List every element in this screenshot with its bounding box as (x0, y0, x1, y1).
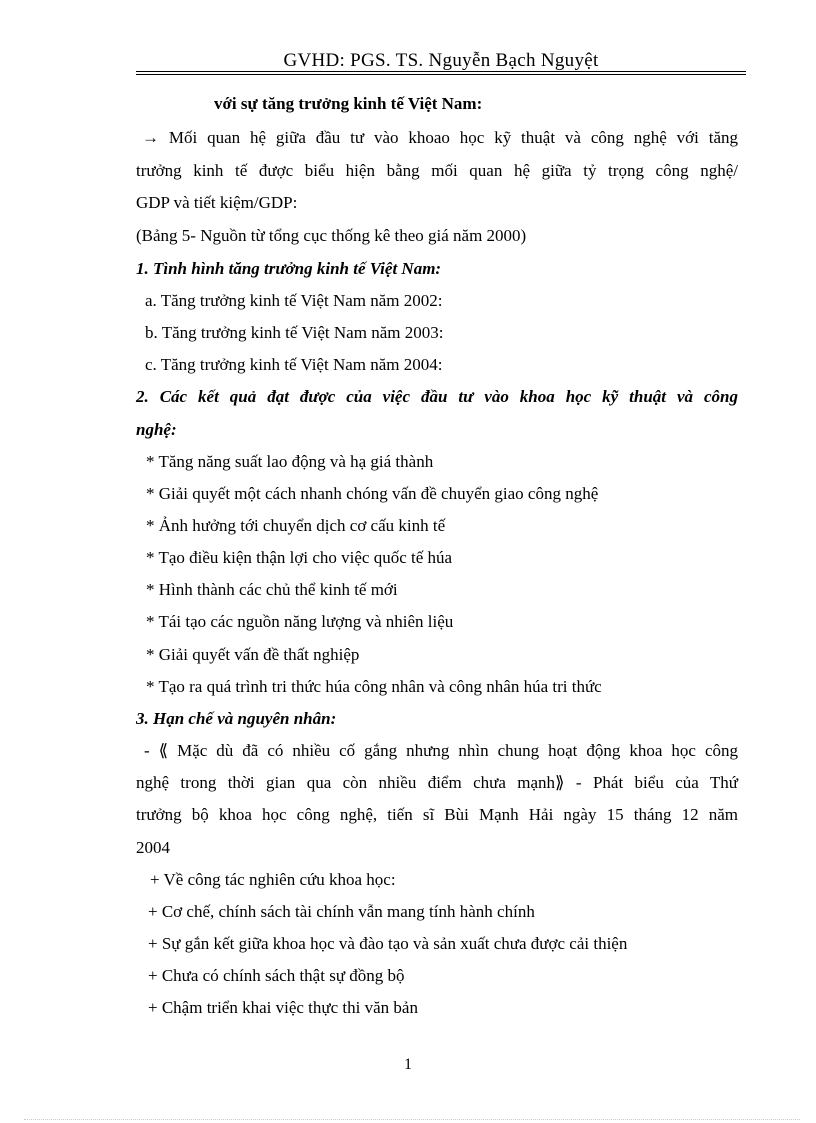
header-rule-top (136, 71, 746, 72)
section-2-item: * Hình thành các chủ thể kinh tế mới (146, 580, 398, 599)
intro-title-line: với sự tăng trưởng kinh tế Việt Nam: (214, 94, 483, 113)
header-rule-bottom (136, 74, 746, 75)
quote-line-3: trưởng bộ khoa học công nghệ, tiến sĩ Bùi Mạnh Hải ngày 15 tháng 12 năm (136, 805, 738, 824)
section-3-item: + Cơ chế, chính sách tài chính vẫn mang tính hành chính (148, 902, 535, 921)
section-2-item: * Ảnh hưởng tới chuyển dịch cơ cấu kinh tế (146, 516, 446, 535)
section-3-item: + Sự gắn kết giữa khoa học và đào tạo và sản xuất chưa được cải thiện (148, 934, 628, 953)
section-3-item: + Về công tác nghiên cứu khoa học: (150, 870, 396, 889)
page-number: 1 (404, 1056, 412, 1073)
section-2-item: * Tăng năng suất lao động và hạ giá thành (146, 452, 434, 471)
section-2-item: * Tái tạo các nguồn năng lượng và nhiên liệu (146, 612, 454, 631)
table-source-note: (Bảng 5- Nguồn từ tổng cục thống kê theo giá năm 2000) (136, 226, 527, 245)
section-1-item: a. Tăng trưởng kinh tế Việt Nam năm 2002: (145, 291, 443, 310)
section-2-item: * Giải quyết vấn đề thất nghiệp (146, 645, 360, 664)
intro-para-line-3: GDP và tiết kiệm/GDP: (136, 193, 298, 212)
section-2-item: * Tạo điều kiện thận lợi cho việc quốc tế húa (146, 548, 453, 567)
section-2-heading-line-1: 2. Các kết quả đạt được của việc đầu tư vào khoa học kỹ thuật và công (136, 387, 738, 406)
intro-para-line-2: trưởng kinh tế được biểu hiện bằng mối quan hệ giữa tỷ trọng công nghệ/ (136, 161, 738, 180)
section-1-item: c. Tăng trưởng kinh tế Việt Nam năm 2004: (145, 355, 443, 374)
section-2-item: * Giải quyết một cách nhanh chóng vấn đề chuyển giao công nghệ (146, 484, 599, 503)
section-3-item: + Chưa có chính sách thật sự đồng bộ (148, 966, 405, 985)
quote-line-4: 2004 (136, 838, 170, 857)
section-1-heading: 1. Tình hình tăng trưởng kinh tế Việt Nam: (136, 259, 442, 278)
page-header: GVHD: PGS. TS. Nguyễn Bạch Nguyệt (283, 50, 599, 71)
intro-para-line-1: → Mối quan hệ giữa đầu tư vào khoao học kỹ thuật và công nghệ với tăng (142, 128, 738, 147)
section-3-item: + Chậm triển khai việc thực thi văn bản (148, 998, 418, 1017)
quote-line-2: nghệ trong thời gian qua còn nhiều điểm chưa mạnh⟫ - Phát biểu của Thứ (136, 773, 738, 792)
page-bottom-border (24, 1119, 800, 1120)
section-2-item: * Tạo ra quá trình tri thức húa công nhân và công nhân húa tri thức (146, 677, 602, 696)
quote-line-1: - ⟪ Mặc dù đã có nhiều cố gắng nhưng nhìn chung hoạt động khoa học công (144, 741, 738, 760)
section-1-item: b. Tăng trưởng kinh tế Việt Nam năm 2003: (145, 323, 444, 342)
section-2-heading-line-2: nghệ: (136, 420, 177, 439)
section-3-heading: 3. Hạn chế và nguyên nhân: (136, 709, 337, 728)
